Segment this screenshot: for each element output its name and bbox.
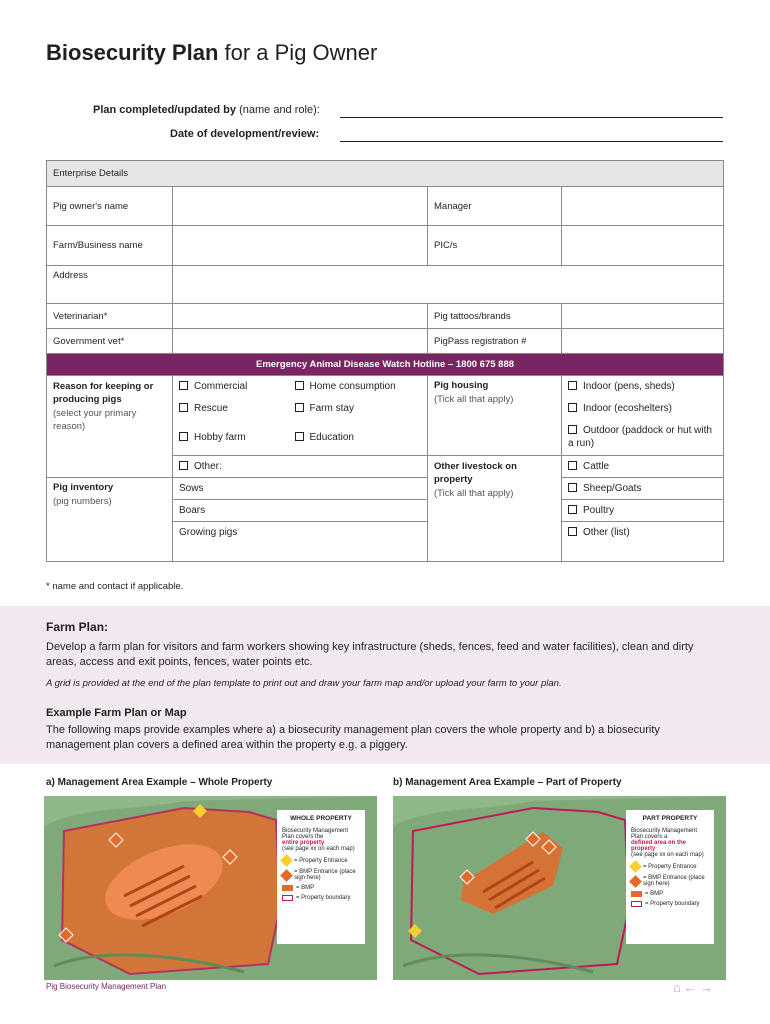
housing-outdoor[interactable] <box>562 420 724 456</box>
livestock-cattle[interactable] <box>562 456 724 478</box>
legend-line1: Biosecurity Management Plan covers the <box>282 828 349 840</box>
housing-label: Pig housing <box>434 380 489 391</box>
page-title <box>46 40 377 66</box>
option-rescue[interactable] <box>173 398 289 420</box>
livestock-label: Other livestock on property <box>434 461 517 485</box>
title-bold: Biosecurity Plan <box>46 40 219 65</box>
legend-boundary-row <box>631 901 709 907</box>
checkbox[interactable] <box>568 461 577 470</box>
legend-bmp: = BMP <box>645 891 664 897</box>
inventory-growing-pigs[interactable] <box>173 522 428 562</box>
vet-field[interactable] <box>173 304 428 329</box>
farm-name-label: Farm/Business name <box>47 226 173 266</box>
legend-bmp-row <box>631 891 709 897</box>
livestock-hint: (Tick all that apply) <box>434 488 514 499</box>
reason-blank <box>47 456 173 478</box>
housing-indoor-ecoshelters[interactable] <box>562 398 724 420</box>
reason-hint: (select your primary reason) <box>53 408 137 432</box>
arrow-left-icon[interactable]: ← <box>683 980 700 995</box>
map-a-label: a) Management Area Example – Whole Property <box>46 777 273 788</box>
checkbox[interactable] <box>568 527 577 536</box>
option-label: Rescue <box>194 402 228 414</box>
option-label: Cattle <box>583 461 610 472</box>
arrow-right-icon[interactable]: → <box>699 980 716 995</box>
checkbox[interactable] <box>568 483 577 492</box>
pic-field[interactable] <box>562 226 724 266</box>
bmp-entrance-icon <box>629 875 642 888</box>
housing-cell <box>428 376 562 456</box>
bmp-swatch-icon <box>282 885 293 891</box>
tattoo-label: Pig tattoos/brands <box>428 304 562 329</box>
plan-completed-row <box>93 104 320 116</box>
option-label: Outdoor (paddock or hut with a run) <box>568 424 712 449</box>
checkbox[interactable] <box>295 381 304 390</box>
pigpass-field[interactable] <box>562 329 724 354</box>
option-label: Farm stay <box>309 402 354 414</box>
option-label: Indoor (pens, sheds) <box>583 381 675 392</box>
legend-line1c: (see page xx on each map) <box>631 852 704 858</box>
inventory-hint: (pig numbers) <box>53 496 112 507</box>
warning-diamond-icon <box>280 854 293 867</box>
legend-entrance-row <box>631 862 709 871</box>
farm-name-field[interactable] <box>173 226 428 266</box>
bmp-swatch-icon <box>631 891 642 897</box>
option-label: Sheep/Goats <box>583 483 642 494</box>
bmp-entrance-icon <box>280 869 293 882</box>
date-row <box>170 128 319 140</box>
owner-name-field[interactable] <box>173 187 428 226</box>
legend-line1b: entire property <box>282 840 325 846</box>
checkbox[interactable] <box>179 432 188 441</box>
farm-plan-italic: A grid is provided at the end of the plan template to print out and draw your farm map and/or upload your farm to your plan. <box>46 678 562 689</box>
legend-entrance-row <box>282 856 360 865</box>
option-label: Education <box>309 431 354 443</box>
plan-completed-field[interactable] <box>340 117 723 118</box>
legend-boundary: = Property boundary <box>296 895 351 901</box>
livestock-other[interactable] <box>562 522 724 562</box>
map-b-label: b) Management Area Example – Part of Property <box>393 777 622 788</box>
map-a-legend <box>277 810 365 944</box>
footer-title: Pig Biosecurity Management Plan <box>46 982 167 991</box>
gov-vet-label: Government vet* <box>47 329 173 354</box>
map-b-legend <box>626 810 714 944</box>
option-commercial[interactable] <box>173 376 289 398</box>
date-label: Date of development/review: <box>170 128 320 140</box>
housing-hint: (Tick all that apply) <box>434 394 514 405</box>
address-label: Address <box>47 266 173 304</box>
inventory-label: Pig inventory <box>53 482 114 493</box>
option-label: Poultry <box>583 505 615 516</box>
pic-label: PIC/s <box>428 226 562 266</box>
warning-diamond-icon <box>629 860 642 873</box>
pigpass-label: PigPass registration # <box>428 329 562 354</box>
page-nav <box>673 980 716 995</box>
legend-bmp-entrance: = BMP Entrance (place sign here) <box>294 869 356 881</box>
plan-completed-label: Plan completed/updated by <box>93 104 237 116</box>
map-b-part-property <box>393 796 726 980</box>
hotline-banner: Emergency Animal Disease Watch Hotline – 1800 675 888 <box>47 354 724 376</box>
option-home-consumption[interactable] <box>289 376 428 398</box>
inventory-item-label: Boars <box>179 505 206 516</box>
legend-line1c: (see page xx on each map) <box>282 846 355 852</box>
manager-label: Manager <box>428 187 562 226</box>
farm-plan-section <box>0 606 770 764</box>
option-label: Home consumption <box>309 381 396 392</box>
option-other[interactable] <box>173 456 428 478</box>
vet-label: Veterinarian* <box>47 304 173 329</box>
legend-line1: Biosecurity Management Plan covers a <box>631 828 698 840</box>
title-rest: for a Pig Owner <box>218 40 378 65</box>
legend-bmp: = BMP <box>296 885 315 891</box>
option-label: Commercial <box>194 381 248 392</box>
manager-field[interactable] <box>562 187 724 226</box>
plan-completed-suffix: (name and role): <box>236 104 320 116</box>
checkbox[interactable] <box>295 432 304 441</box>
livestock-sheep-goats[interactable] <box>562 478 724 500</box>
reason-cell <box>47 376 173 456</box>
enterprise-table <box>46 160 724 562</box>
option-label: Hobby farm <box>194 431 246 443</box>
footnote: * name and contact if applicable. <box>46 581 184 592</box>
legend-boundary-row <box>282 895 360 901</box>
option-farm-stay[interactable] <box>289 398 428 420</box>
legend-title: WHOLE PROPERTY <box>290 815 352 822</box>
reason-label: Reason for keeping or producing pigs <box>53 381 154 405</box>
farm-plan-body: Develop a farm plan for visitors and farm workers showing key infrastructure (sheds, fences, feed and water facilities), clean and dirty areas, access and exit points, fences, water points etc. <box>46 641 694 668</box>
inventory-sows[interactable] <box>173 478 428 500</box>
inventory-boars[interactable] <box>173 500 428 522</box>
address-field[interactable] <box>173 266 724 304</box>
legend-bmp-entrance-row <box>631 875 709 887</box>
checkbox[interactable] <box>568 403 577 412</box>
home-icon[interactable]: ⌂ <box>673 980 684 995</box>
example-body: The following maps provide examples where a) a biosecurity management plan covers the whole property and b) a biosecurity management plan covers a defined area within the property e.g. a piggery. <box>46 724 660 751</box>
checkbox[interactable] <box>295 403 304 412</box>
checkbox[interactable] <box>179 403 188 412</box>
enterprise-header: Enterprise Details <box>47 161 724 187</box>
legend-entrance: = Property Entrance <box>643 863 697 870</box>
legend-bmp-entrance-row <box>282 869 360 881</box>
date-field[interactable] <box>340 141 723 142</box>
legend-boundary: = Property boundary <box>645 901 700 907</box>
checkbox[interactable] <box>179 461 188 470</box>
housing-indoor-pens[interactable] <box>562 376 724 398</box>
legend-bmp-row <box>282 885 360 891</box>
legend-entrance: = Property Entrance <box>294 857 348 864</box>
checkbox[interactable] <box>179 381 188 390</box>
boundary-swatch-icon <box>631 901 642 907</box>
owner-name-label: Pig owner's name <box>47 187 173 226</box>
legend-bmp-entrance: = BMP Entrance (place sign here) <box>643 875 705 887</box>
boundary-swatch-icon <box>282 895 293 901</box>
example-heading: Example Farm Plan or Map <box>46 707 187 719</box>
option-education[interactable] <box>289 420 428 456</box>
gov-vet-field[interactable] <box>173 329 428 354</box>
livestock-poultry[interactable] <box>562 500 724 522</box>
option-hobby-farm[interactable] <box>173 420 289 456</box>
inventory-cell <box>47 478 173 562</box>
map-a-whole-property <box>44 796 377 980</box>
inventory-item-label: Growing pigs <box>179 527 238 538</box>
inventory-item-label: Sows <box>179 483 204 494</box>
farm-plan-heading: Farm Plan: <box>46 620 109 634</box>
tattoo-field[interactable] <box>562 304 724 329</box>
checkbox[interactable] <box>568 425 577 434</box>
option-label: Other: <box>194 461 222 472</box>
legend-title: PART PROPERTY <box>642 815 698 822</box>
option-label: Indoor (ecoshelters) <box>583 402 672 414</box>
checkbox[interactable] <box>568 381 577 390</box>
legend-line1b: defined area on the property <box>631 840 687 852</box>
option-label: Other (list) <box>583 527 630 538</box>
checkbox[interactable] <box>568 505 577 514</box>
livestock-cell <box>428 456 562 562</box>
